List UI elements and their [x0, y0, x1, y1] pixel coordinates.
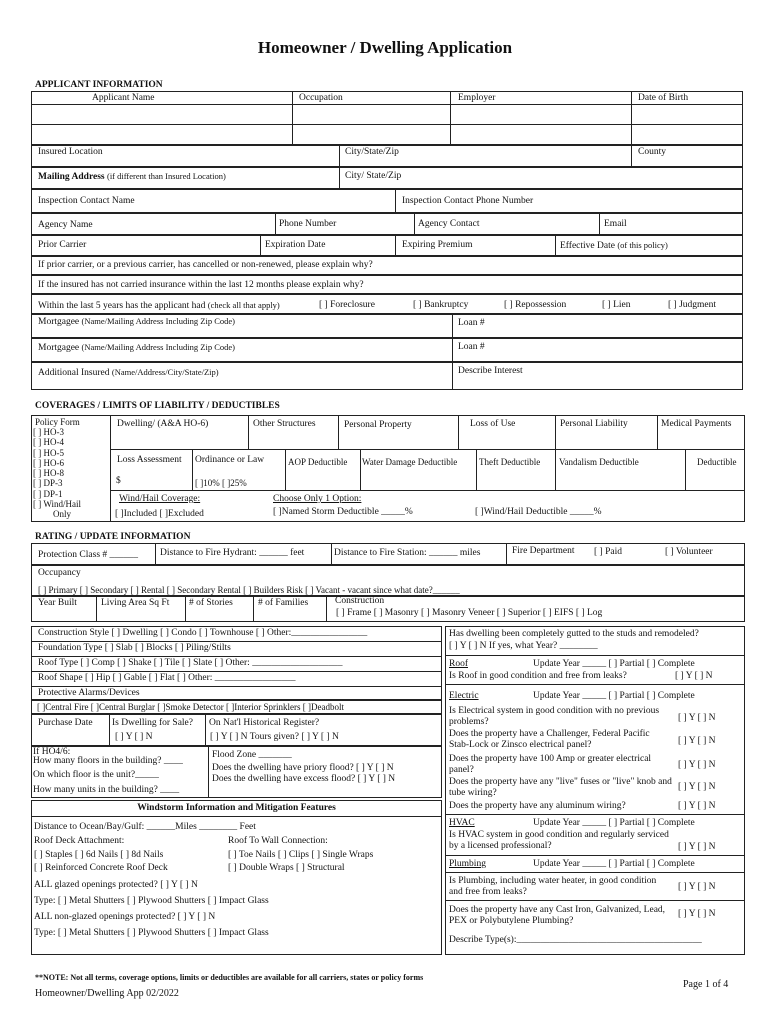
roof-shape[interactable]: Roof Shape [ ] Hip [ ] Gable [ ] Flat [ ] Other: _________________ [38, 673, 296, 683]
footer-note: **NOTE: Not all terms, coverage options, limits or deductibles are available for all carriers, states or policy forms [35, 973, 424, 982]
policy-form-ho3[interactable]: [ ] HO-3 [33, 427, 64, 437]
construction-label: Construction [335, 596, 385, 606]
personal-liability-label: Personal Liability [560, 419, 628, 429]
electric-q1: Is Electrical system in good condition with no previous problems? [449, 706, 660, 727]
within5-label: Within the last 5 years has the applicant had [38, 301, 206, 311]
insured-location-label: Insured Location [38, 147, 103, 157]
city-state-zip-label: City/State/Zip [345, 147, 399, 157]
policy-form-ho8[interactable]: [ ] HO-8 [33, 468, 64, 479]
electric-q5: Does the property have any aluminum wiring? [449, 801, 626, 811]
expiration-date-label: Expiration Date [265, 240, 326, 250]
theft-label: Theft Deductible [479, 457, 541, 467]
aop-label: AOP Deductible [288, 457, 348, 467]
electric-q2-yn[interactable]: [ ] Y [ ] N [678, 736, 716, 746]
inspection-contact-row[interactable] [31, 189, 743, 213]
plumbing-label: Plumbing [449, 859, 486, 869]
email-label: Email [604, 219, 627, 229]
roof-good-question: Is Roof in good condition and free from leaks? [449, 671, 627, 681]
policy-form-windhail[interactable]: [ ] Wind/Hail [33, 499, 81, 510]
foundation-type[interactable]: Foundation Type [ ] Slab [ ] Blocks [ ] Piling/Stilts [38, 643, 231, 653]
prior-flood-yn[interactable]: Does the dwelling have priory flood? [ ] Y [ ] N [212, 763, 394, 773]
applicant-name-label: Applicant Name [92, 93, 155, 103]
deductible-label: Deductible [697, 457, 737, 467]
page-number: Page 1 of 4 [683, 979, 729, 990]
electric-q4: Does the property have any "live" fuses or "live" knob and tube wiring? [449, 777, 672, 798]
ordinance-pct-options[interactable]: [ ]10% [ ]25% [195, 478, 247, 488]
roof-deck-concrete[interactable]: [ ] Reinforced Concrete Roof Deck [34, 863, 168, 873]
for-sale-yn[interactable]: [ ] Y [ ] N [115, 732, 153, 742]
stories-label: # of Stories [189, 598, 233, 608]
rating-section-heading: RATING / UPDATE INFORMATION [35, 532, 191, 542]
electric-q1-yn[interactable]: [ ] Y [ ] N [678, 713, 716, 723]
protective-devices-label: Protective Alarms/Devices [38, 688, 140, 698]
hvac-label: HVAC [449, 818, 475, 828]
inspection-phone-label: Inspection Contact Phone Number [402, 196, 534, 206]
describe-interest-label: Describe Interest [458, 366, 523, 376]
ordinance-label: Ordinance or Law [195, 455, 265, 465]
coverages-box [31, 415, 745, 522]
agency-contact-label: Agency Contact [418, 219, 480, 229]
page-title: Homeowner / Dwelling Application [257, 38, 513, 57]
describe-types[interactable]: Describe Type(s):_______________________________________ [449, 935, 702, 945]
dob-label: Date of Birth [638, 93, 689, 103]
historical-tours-yn[interactable]: [ ] Y [ ] N Tours given? [ ] Y [ ] N [210, 732, 339, 742]
plumbing-q2: Does the property have any Cast Iron, Galvanized, Lead, PEX or Polybutylene Plumbing? [449, 905, 666, 926]
electric-q2: Does the property have a Challenger, Federal Pacific Stab-Lock or Zinsco electrical panel? [449, 729, 650, 750]
ho46-label: If HO4/6: [33, 747, 71, 757]
wind-hail-coverage-label: Wind/Hail Coverage: [119, 494, 201, 504]
lien-checkbox[interactable]: [ ] Lien [602, 300, 631, 310]
gutted-question: Has dwelling been completely gutted to the studs and remodeled? [449, 629, 699, 639]
named-storm-deductible[interactable]: [ ]Named Storm Deductible _____% [273, 507, 413, 517]
nonglazed-type-options[interactable]: Type: [ ] Metal Shutters [ ] Plywood Shutters [ ] Impact Glass [34, 928, 269, 938]
hvac-question: Is HVAC system in good condition and regularly serviced by a licensed professional? [449, 830, 669, 851]
distance-to-ocean[interactable]: Distance to Ocean/Bay/Gulf: ______Miles ________ Feet [34, 822, 256, 832]
excess-flood-yn[interactable]: Does the dwelling have excess flood? [ ] Y [ ] N [212, 774, 396, 784]
dollar-sign: $ [116, 476, 121, 486]
dob-field[interactable] [632, 105, 742, 123]
electric-update[interactable]: Update Year _____ [ ] Partial [ ] Complete [533, 691, 695, 701]
roof-wall-options[interactable]: [ ] Toe Nails [ ] Clips [ ] Single Wraps [228, 850, 374, 860]
fire-station-distance[interactable]: Distance to Fire Station: ______ miles [334, 548, 481, 558]
personal-property-label: Personal Property [344, 420, 412, 430]
county-label: County [638, 147, 666, 157]
roof-type[interactable]: Roof Type [ ] Comp [ ] Shake [ ] Tile [ ] Slate [ ] Other: ___________________ [38, 658, 343, 668]
coverages-section-heading: COVERAGES / LIMITS OF LIABILITY / DEDUCTIBLES [35, 401, 280, 411]
glazed-type-options[interactable]: Type: [ ] Metal Shutters [ ] Plywood Shutters [ ] Impact Glass [34, 896, 269, 906]
mortgagee2-note: (Name/Mailing Address Including Zip Code) [81, 342, 235, 352]
wind-hail-included-excluded[interactable]: [ ]Included [ ]Excluded [115, 509, 204, 519]
plumbing-q1: Is Plumbing, including water heater, in good condition and free from leaks? [449, 876, 657, 897]
which-floor[interactable]: On which floor is the unit?_____ [33, 770, 159, 780]
applicant-section-heading: APPLICANT INFORMATION [35, 80, 163, 90]
policy-form-dp3[interactable]: [ ] DP-3 [33, 478, 63, 489]
fire-dept-paid[interactable]: [ ] Paid [594, 547, 622, 557]
occupation-field[interactable] [293, 105, 449, 123]
construction-options[interactable]: [ ] Frame [ ] Masonry [ ] Masonry Veneer [ ] Superior [ ] EIFS [ ] Log [336, 608, 603, 618]
effective-date-label: Effective Date [560, 241, 615, 251]
additional-note: (Name/Address/City/State/Zip) [111, 367, 219, 377]
roof-wall-label: Roof To Wall Connection: [228, 836, 328, 846]
roof-deck-options[interactable]: [ ] Staples [ ] 6d Nails [ ] 8d Nails [34, 850, 164, 860]
mortgagee2-label: Mortgagee [38, 343, 80, 353]
glazed-protected-yn[interactable]: ALL glazed openings protected? [ ] Y [ ] N [34, 880, 198, 890]
hvac-yn[interactable]: [ ] Y [ ] N [678, 842, 716, 852]
expiring-premium-label: Expiring Premium [402, 240, 473, 250]
electric-label: Electric [449, 691, 479, 701]
medical-payments-label: Medical Payments [661, 419, 732, 429]
water-damage-label: Water Damage Deductible [362, 457, 458, 467]
roof-label: Roof [449, 659, 468, 669]
fire-hydrant-distance[interactable]: Distance to Fire Hydrant: ______ feet [160, 548, 305, 558]
agency-row[interactable] [31, 213, 743, 235]
repossession-checkbox[interactable]: [ ] Repossession [504, 300, 567, 310]
judgment-checkbox[interactable]: [ ] Judgment [668, 300, 717, 310]
hvac-update[interactable]: Update Year _____ [ ] Partial [ ] Complete [533, 818, 695, 828]
occupation-label: Occupation [299, 93, 343, 103]
electric-q3: Does the property have 100 Amp or greater electrical panel? [449, 754, 652, 775]
loan1-label: Loan # [458, 318, 485, 328]
flood-zone[interactable]: Flood Zone _______ [212, 750, 292, 760]
mailing-address-label: Mailing Address [38, 172, 105, 182]
dwelling-label: Dwelling/ (A&A HO-6) [117, 419, 209, 429]
fire-department-label: Fire Department [512, 546, 575, 556]
phone-number-label: Phone Number [279, 219, 337, 229]
inspection-contact-label: Inspection Contact Name [38, 196, 135, 206]
roof-wall-options2[interactable]: [ ] Double Wraps [ ] Structural [228, 863, 345, 873]
occupancy-options[interactable]: [ ] Primary [ ] Secondary [ ] Rental [ ] Secondary Rental [ ] Builders Risk [ ] Vacant - vacant since what date?______ [38, 585, 460, 595]
policy-form-list [33, 427, 81, 520]
form-id: Homeowner/Dwelling App 02/2022 [35, 988, 179, 999]
city-state-zip2-label: City/ State/Zip [345, 171, 402, 181]
gutted-yn[interactable]: [ ] Y [ ] N If yes, what Year? ________ [449, 641, 598, 651]
cancel-question: If prior carrier, or a previous carrier, has cancelled or non-renewed, please explain why? [38, 260, 373, 270]
policy-form-dp1[interactable]: [ ] DP-1 [33, 488, 63, 499]
floors-in-building[interactable]: How many floors in the building? ____ [33, 756, 183, 766]
mortgagee1-note: (Name/Mailing Address Including Zip Code) [81, 316, 235, 326]
for-sale-label: Is Dwelling for Sale? [112, 718, 193, 728]
employer-field[interactable] [451, 105, 630, 123]
occupancy-label: Occupancy [38, 568, 81, 578]
roof-deck-label: Roof Deck Attachment: [34, 836, 125, 846]
policy-form-label: Policy Form [35, 417, 80, 427]
loss-assessment-label: Loss Assessment [117, 455, 182, 465]
agency-name-label: Agency Name [38, 220, 93, 230]
wind-hail-deductible[interactable]: [ ]Wind/Hail Deductible _____% [475, 507, 602, 517]
electric-q5-yn[interactable]: [ ] Y [ ] N [678, 801, 716, 811]
mailing-note: (if different than Insured Location) [106, 171, 226, 181]
policy-form-ho4[interactable]: [ ] HO-4 [33, 437, 64, 448]
purchase-date-label: Purchase Date [38, 718, 93, 728]
fire-dept-volunteer[interactable]: [ ] Volunteer [665, 547, 713, 557]
applicant-name-field[interactable] [32, 105, 291, 123]
mortgagee1-label: Mortgagee [38, 317, 80, 327]
electric-q3-yn[interactable]: [ ] Y [ ] N [678, 760, 716, 770]
families-label: # of Families [258, 598, 309, 608]
units-in-building[interactable]: How many units in the building? ____ [33, 785, 180, 795]
protective-options[interactable]: [ ]Central Fire [ ]Central Burglar [ ]Smoke Detector [ ]Interior Sprinklers [ ]Deadbolt [37, 702, 344, 712]
policy-form-ho6[interactable]: [ ] HO-6 [33, 457, 64, 468]
foreclosure-checkbox[interactable]: [ ] Foreclosure [319, 300, 375, 310]
prior-carrier-label: Prior Carrier [38, 240, 87, 250]
choose-one-label: Choose Only 1 Option: [273, 494, 362, 504]
policy-form-ho5[interactable]: [ ] HO-5 [33, 447, 64, 458]
plumbing-q1-yn[interactable]: [ ] Y [ ] N [678, 882, 716, 892]
policy-form-only: Only [53, 509, 71, 520]
not-carried-question: If the insured has not carried insurance within the last 12 months please explain why? [38, 280, 364, 290]
roof-update[interactable]: Update Year _____ [ ] Partial [ ] Complete [533, 659, 695, 669]
employer-label: Employer [458, 93, 496, 103]
nonglazed-protected-yn[interactable]: ALL non-glazed openings protected? [ ] Y [ ] N [34, 912, 216, 922]
electric-q4-yn[interactable]: [ ] Y [ ] N [678, 782, 716, 792]
plumbing-update[interactable]: Update Year _____ [ ] Partial [ ] Complete [533, 859, 695, 869]
bankruptcy-checkbox[interactable]: [ ] Bankruptcy [413, 300, 469, 310]
vandalism-label: Vandalism Deductible [559, 457, 639, 467]
loan2-label: Loan # [458, 342, 485, 352]
historical-label: On Nat'l Historical Register? [209, 718, 320, 728]
additional-insured-label: Additional Insured [38, 368, 110, 378]
windstorm-title: Windstorm Information and Mitigation Features [137, 803, 336, 813]
plumbing-q2-yn[interactable]: [ ] Y [ ] N [678, 909, 716, 919]
within5-note: (check all that apply) [207, 300, 280, 310]
other-structures-label: Other Structures [253, 419, 316, 429]
protection-class[interactable]: Protection Class # ______ [38, 550, 139, 560]
construction-style[interactable]: Construction Style [ ] Dwelling [ ] Condo [ ] Townhouse [ ] Other:________________ [38, 628, 368, 638]
living-area-label: Living Area Sq Ft [101, 598, 170, 608]
roof-good-yn[interactable]: [ ] Y [ ] N [675, 671, 713, 681]
year-built-label: Year Built [38, 598, 77, 608]
effective-note: (of this policy) [617, 240, 668, 250]
loss-of-use-label: Loss of Use [470, 419, 516, 429]
